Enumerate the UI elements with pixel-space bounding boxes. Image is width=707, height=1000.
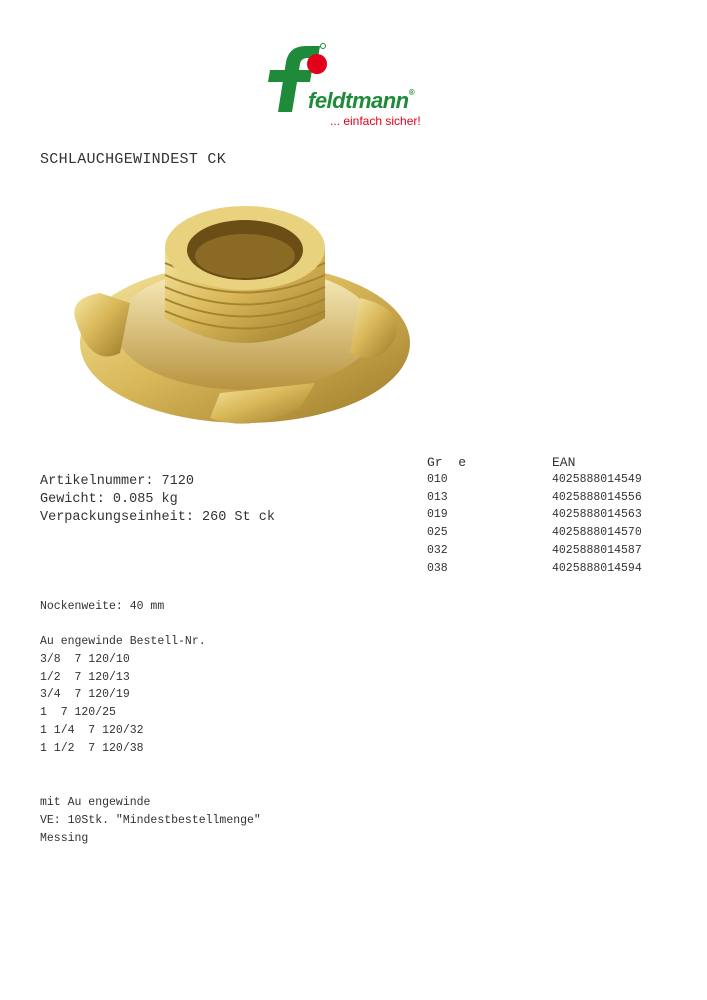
column-header-ean: EAN <box>552 455 576 470</box>
notes <box>40 794 261 847</box>
size-cell: 032 <box>427 543 448 557</box>
ean-cell: 4025888014563 <box>552 508 642 522</box>
size-cell: 013 <box>427 490 448 504</box>
order-list <box>40 633 206 758</box>
brand-name: feldtmann® <box>308 88 415 113</box>
size-cell: 010 <box>427 472 448 486</box>
list-item: 1/2 7 120/13 <box>40 670 130 684</box>
size-cell: 019 <box>427 508 448 522</box>
ean-cell: 4025888014570 <box>552 526 642 540</box>
ean-cell: 4025888014587 <box>552 543 642 557</box>
brass-coupling-image <box>60 178 410 443</box>
list-item: 3/4 7 120/19 <box>40 688 130 702</box>
size-cell: 038 <box>427 561 448 575</box>
packaging-unit: Verpackungseinheit: 260 St ck <box>40 510 275 525</box>
list-item: 3/8 7 120/10 <box>40 652 130 666</box>
note-min-order: VE: 10Stk. "Mindestbestellmenge" <box>40 813 261 827</box>
size-cell: 025 <box>427 526 448 540</box>
weight: Gewicht: 0.085 kg <box>40 492 178 507</box>
cam-width-block <box>40 598 164 616</box>
article-number: Artikelnummer: 7120 <box>40 474 194 489</box>
brand-tagline: ... einfach sicher! <box>330 114 421 128</box>
page-title: SCHLAUCHGEWINDEST CK <box>40 151 227 168</box>
ean-cell: 4025888014594 <box>552 561 642 575</box>
list-item: 1 7 120/25 <box>40 706 116 720</box>
order-list-header: Au engewinde Bestell-Nr. <box>40 635 206 648</box>
note-material: Messing <box>40 831 89 845</box>
list-item: 1 1/4 7 120/32 <box>40 723 144 737</box>
ean-cell: 4025888014549 <box>552 472 642 486</box>
list-item: 1 1/2 7 120/38 <box>40 741 144 755</box>
column-header-size: Gr e <box>427 455 467 470</box>
ean-cell: 4025888014556 <box>552 490 642 504</box>
note-thread: mit Au engewinde <box>40 796 151 809</box>
product-specs <box>40 473 275 527</box>
feldtmann-logo <box>268 40 448 132</box>
cam-width: Nockenweite: 40 mm <box>40 600 165 613</box>
